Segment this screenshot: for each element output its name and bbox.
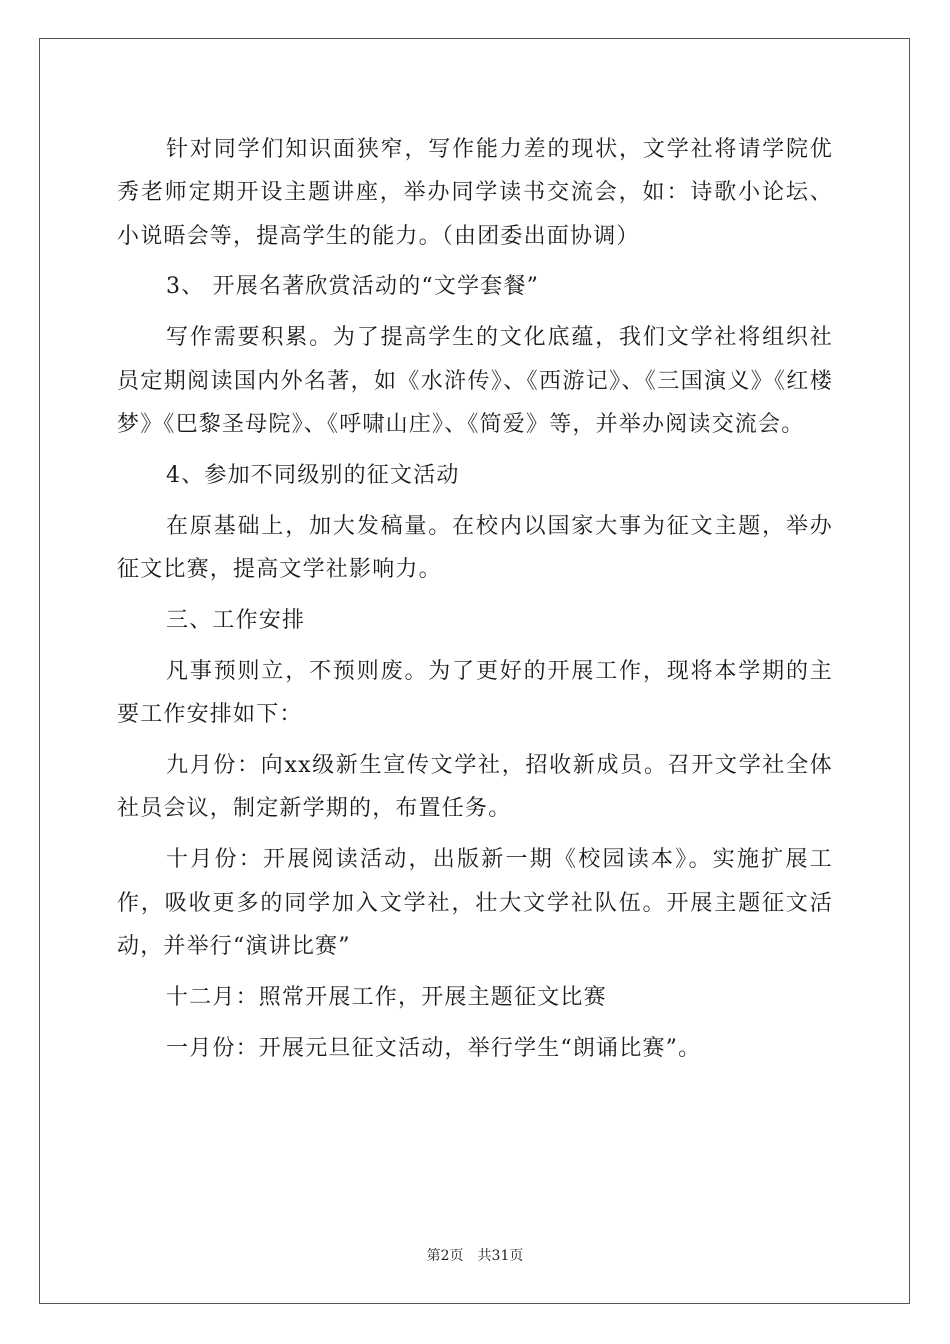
paragraph-reading-classics: 写作需要积累。为了提高学生的文化底蕴，我们文学社将组织社员定期阅读国内外名著，如《水浒传》、《西游记》、《三国演义》《红楼梦》《巴黎圣母院》、《呼啸山庄》、《简爱》等，并举办阅读交流会。 [117,325,833,437]
paragraph-essay-contests: 在原基础上，加大发稿量。在校内以国家大事为征文主题，举办征文比赛，提高文学社影响力。 [117,513,833,583]
paragraph-october: 十月份：开展阅读活动，出版新一期《校园读本》。实施扩展工作，吸收更多的同学加入文学社，壮大文学社队伍。开展主题征文活动，并举行“演讲比赛” [117,847,833,959]
paragraph-schedule-intro: 凡事预则立，不预则废。为了更好的开展工作，现将本学期的主要工作安排如下： [117,658,833,728]
paragraph-september: 九月份：向xx级新生宣传文学社，招收新成员。召开文学社全体社员会议，制定新学期的，布置任务。 [117,753,833,822]
paragraph-december: 十二月：照常开展工作，开展主题征文比赛 [166,984,607,1010]
page-total: 共31页 [477,1248,524,1264]
page-footer [0,1245,950,1265]
document-body [117,128,833,1077]
page-number: 第2页 [426,1248,464,1264]
heading-classics-activity: 3、 开展名著欣赏活动的“文学套餐” [166,274,540,300]
heading-essay-contests: 4、参加不同级别的征文活动 [166,462,460,488]
heading-work-schedule: 三、工作安排 [166,607,306,633]
paragraph-lecture-plan: 针对同学们知识面狭窄，写作能力差的现状，文学社将请学院优秀老师定期开设主题讲座，举办同学读书交流会，如：诗歌小论坛、小说晤会等，提高学生的能力。（由团委出面协调） [117,137,833,249]
paragraph-january: 一月份：开展元旦征文活动，举行学生“朗诵比赛”。 [166,1035,702,1061]
